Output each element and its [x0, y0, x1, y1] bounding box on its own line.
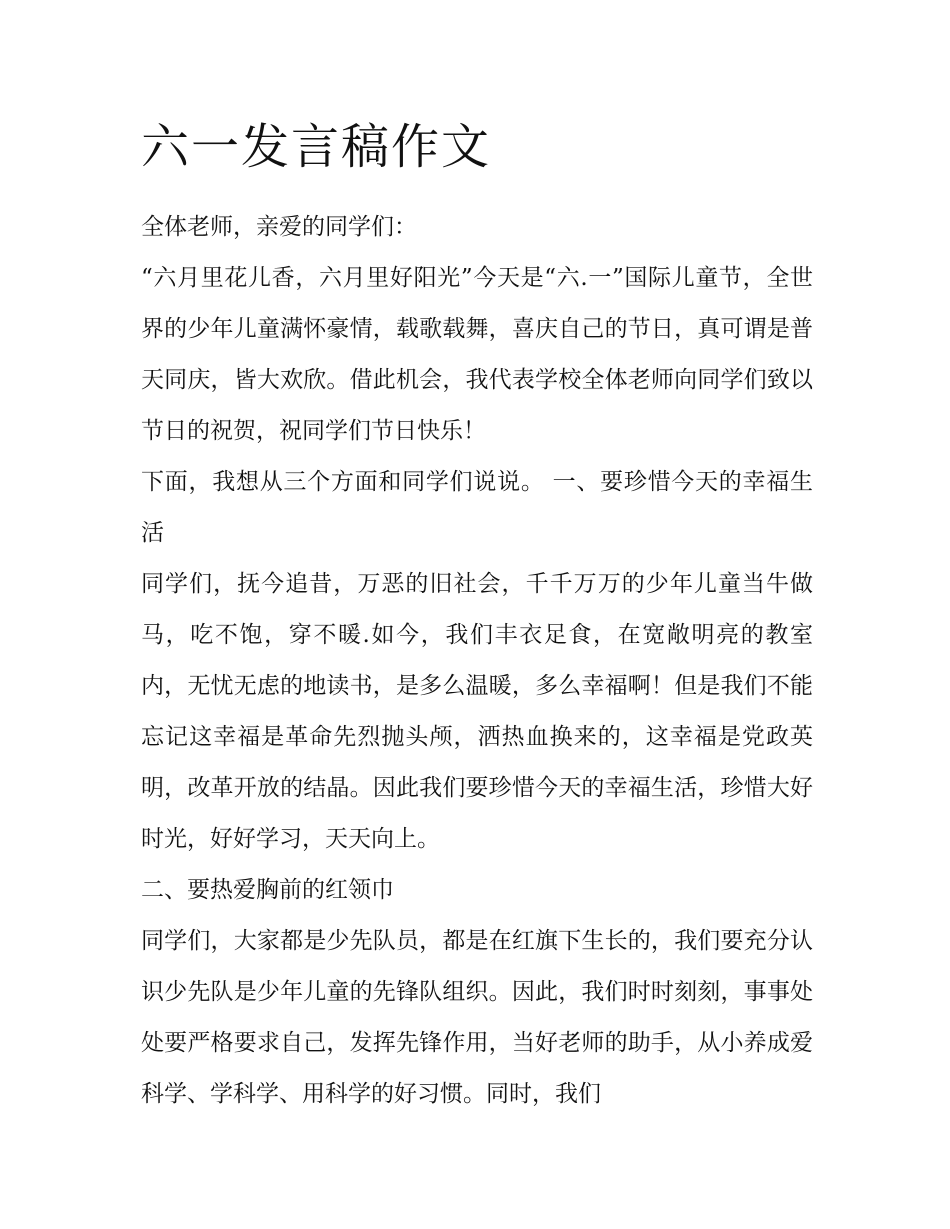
greeting-paragraph: 全体老师，亲爱的同学们：: [141, 214, 417, 240]
section-two-paragraph: 同学们，大家都是少先队员，都是在红旗下生长的，我们要充分认识少先队是少年儿童的先锋队组织。因此，我们时时刻刻，事事处处要严格要求自己，发挥先锋作用，当好老师的助手，从小养成爱科学、学科学、用科学的好习惯。同时，我们: [141, 928, 813, 1107]
opening-paragraph: “六月里花儿香，六月里好阳光”今天是“六.一”国际儿童节，全世界的少年儿童满怀豪情，载歌载舞，喜庆自己的节日，真可谓是普天同庆，皆大欢欣。借此机会，我代表学校全体老师向同学们致以节日的祝贺，祝同学们节日快乐！: [141, 265, 813, 444]
document-title: 六一发言稿作文: [141, 119, 492, 175]
document-page: [141, 112, 813, 1120]
section-two-heading: 二、要热爱胸前的红领巾: [141, 877, 394, 903]
section-one-heading: 下面，我想从三个方面和同学们说说。 一、要珍惜今天的幸福生活: [141, 469, 813, 546]
section-one-paragraph: 同学们，抚今追昔，万恶的旧社会，千千万万的少年儿童当牛做马，吃不饱，穿不暖.如今，我们丰衣足食，在宽敞明亮的教室内，无忧无虑的地读书，是多么温暖，多么幸福啊！但是我们不能忘记这幸福是革命先烈抛头颅，洒热血换来的，这幸福是党政英明，改革开放的结晶。因此我们要珍惜今天的幸福生活，珍惜大好时光，好好学习，天天向上。: [141, 571, 813, 852]
